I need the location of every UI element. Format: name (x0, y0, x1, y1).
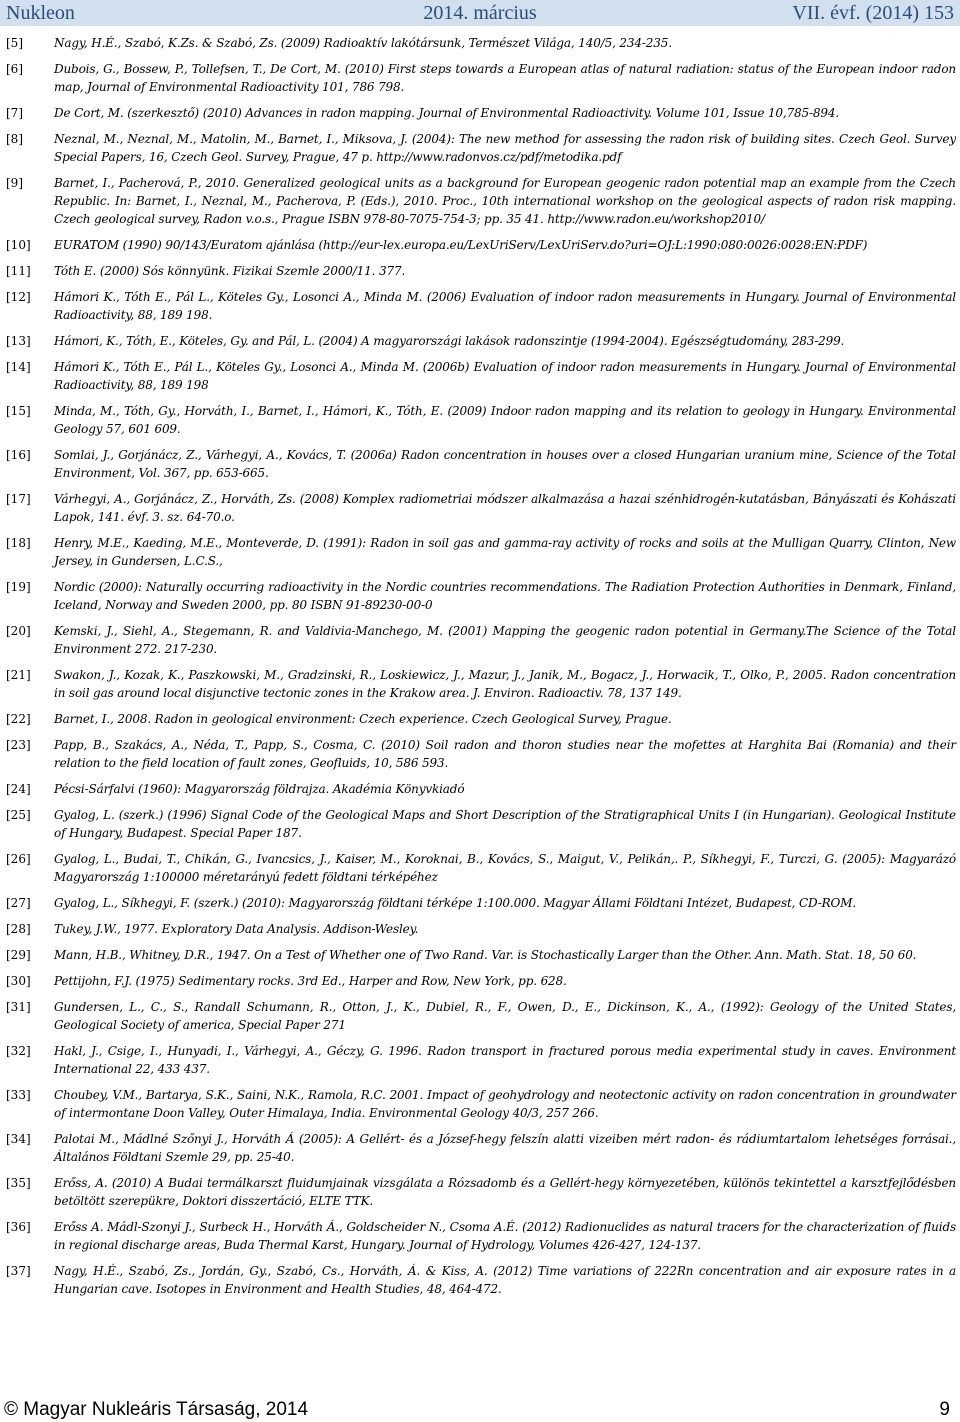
reference-number: [26] (6, 852, 31, 866)
reference-item (6, 920, 956, 938)
reference-item (6, 288, 956, 324)
reference-number: [6] (6, 62, 23, 76)
reference-item (6, 262, 956, 280)
reference-item (6, 1130, 956, 1166)
reference-text: Henry, M.E., Kaeding, M.E., Monteverde, D. (1991): Radon in soil gas and gamma-ray activity of rocks and soils at the Mulligan Quarry, Clinton, New Jersey, in Gundersen, L.C.S., (54, 536, 956, 568)
reference-item (6, 666, 956, 702)
reference-item (6, 710, 956, 728)
issue-date: 2014. március (423, 1, 537, 24)
reference-text: Mann, H.B., Whitney, D.R., 1947. On a Test of Whether one of Two Rand. Var. is Stochastically Larger than the Other. Ann. Math. Stat. 18, 50 60. (54, 948, 917, 962)
reference-list (6, 34, 956, 1306)
reference-item (6, 174, 956, 228)
reference-text: EURATOM (1990) 90/143/Euratom ajánlása (http://eur-lex.europa.eu/LexUriServ/LexUriServ.do?uri=OJ:L:1990:080:0026:0028:EN:PDF) (54, 238, 868, 252)
reference-item (6, 130, 956, 166)
volume-info: VII. évf. (2014) 153 (792, 1, 954, 24)
reference-item (6, 34, 956, 52)
reference-number: [5] (6, 36, 23, 50)
reference-item (6, 622, 956, 658)
reference-number: [17] (6, 492, 31, 506)
reference-text: Kemski, J., Siehl, A., Stegemann, R. and Valdivia-Manchego, M. (2001) Mapping the geogenic radon potential in Germany.The Science of the Total Environment 272. 217-230. (54, 624, 956, 656)
reference-number: [15] (6, 404, 31, 418)
reference-text: Dubois, G., Bossew, P., Tollefsen, T., De Cort, M. (2010) First steps towards a European atlas of natural radiation: status of the European indoor radon map, Journal of Environmental Radioactivity 101, 786 798. (54, 62, 956, 94)
reference-item (6, 446, 956, 482)
reference-number: [30] (6, 974, 31, 988)
page-number: 9 (939, 1399, 950, 1420)
reference-text: Nagy, H.É., Szabó, Zs., Jordán, Gy., Szabó, Cs., Horváth, Á. & Kiss, A. (2012) Time variations of 222Rn concentration and air exposure rates in a Hungarian cave. Isotopes in Environment and Health Studies, 48, 464-472. (54, 1264, 956, 1296)
reference-number: [19] (6, 580, 31, 594)
reference-text: Swakon, J., Kozak, K., Paszkowski, M., Gradzinski, R., Loskiewicz, J., Mazur, J., Janik, M., Bogacz, J., Horwacik, T., Olko, P., 2005. Radon concentration in soil gas around local disjunctive tectonic zones in the Krakow area. J. Environ. Radioactiv. 78, 137 149. (54, 668, 956, 700)
copyright: © Magyar Nukleáris Társaság, 2014 (4, 1399, 309, 1420)
reference-text: Hámori, K., Tóth, E., Köteles, Gy. and Pál, L. (2004) A magyarországi lakások radonszintje (1994-2004). Egészségtudomány, 283-299. (54, 334, 845, 348)
reference-text: Gyalog, L., Budai, T., Chikán, G., Ivancsics, J., Kaiser, M., Koroknai, B., Kovács, S., Maigut, V., Pelikán,. P., Síkhegyi, F., Turczi, G. (2005): Magyarázó Magyarország 1:100000 méretarányú fedett földtani térképéhez (54, 852, 956, 884)
reference-item (6, 578, 956, 614)
reference-item (6, 1086, 956, 1122)
reference-number: [12] (6, 290, 31, 304)
reference-text: Hámori K., Tóth E., Pál L., Köteles Gy., Losonci A., Minda M. (2006b) Evaluation of indoor radon measurements in Hungary. Journal of Environmental Radioactivity, 88, 189 198 (54, 360, 956, 392)
reference-text: Barnet, I., Pacherová, P., 2010. Generalized geological units as a background for European geogenic radon potential map an example from the Czech Republic. In: Barnet, I., Neznal, M., Pacherova, P. (Eds.), 2010. Proc., 10th international workshop on the geological aspects of radon risk mapping. Czech geological survey, Radon v.o.s., Prague ISBN 978-80-7075-754-3; pp. 35 41. http://www.radon.eu/workshop2010/ (54, 176, 956, 226)
reference-text: Várhegyi, A., Gorjánácz, Z., Horváth, Zs. (2008) Komplex radiometriai módszer alkalmazása a hazai szénhidrogén-kutatásban, Bányászati és Kohászati Lapok, 141. évf. 3. sz. 64-70.o. (54, 492, 956, 524)
reference-number: [9] (6, 176, 23, 190)
reference-item (6, 358, 956, 394)
reference-text: Hámori K., Tóth E., Pál L., Köteles Gy., Losonci A., Minda M. (2006) Evaluation of indoor radon measurements in Hungary. Journal of Environmental Radioactivity, 88, 189 198. (54, 290, 956, 322)
reference-text: Hakl, J., Csige, I., Hunyadi, I., Várhegyi, A., Géczy, G. 1996. Radon transport in fractured porous media experimental study in caves. Environment International 22, 433 437. (54, 1044, 956, 1076)
reference-number: [14] (6, 360, 31, 374)
reference-item (6, 806, 956, 842)
reference-text: Tóth E. (2000) Sós könnyünk. Fizikai Szemle 2000/11. 377. (54, 264, 406, 278)
reference-text: Tukey, J.W., 1977. Exploratory Data Analysis. Addison-Wesley. (54, 922, 419, 936)
reference-item (6, 236, 956, 254)
reference-text: Choubey, V.M., Bartarya, S.K., Saini, N.K., Ramola, R.C. 2001. Impact of geohydrology and neotectonic activity on radon concentration in groundwater of intermontane Doon Valley, Outer Himalaya, India. Environmental Geology 40/3, 257 266. (54, 1088, 956, 1120)
reference-number: [32] (6, 1044, 31, 1058)
reference-number: [10] (6, 238, 31, 252)
reference-text: Pettijohn, F.J. (1975) Sedimentary rocks. 3rd Ed., Harper and Row, New York, pp. 628. (54, 974, 567, 988)
reference-item (6, 780, 956, 798)
page-header (0, 0, 960, 26)
reference-number: [31] (6, 1000, 31, 1014)
reference-number: [23] (6, 738, 31, 752)
reference-number: [27] (6, 896, 31, 910)
reference-number: [8] (6, 132, 23, 146)
reference-number: [33] (6, 1088, 31, 1102)
reference-number: [35] (6, 1176, 31, 1190)
reference-number: [11] (6, 264, 31, 278)
reference-item (6, 1262, 956, 1298)
reference-number: [18] (6, 536, 31, 550)
reference-item (6, 332, 956, 350)
reference-number: [7] (6, 106, 23, 120)
reference-number: [22] (6, 712, 31, 726)
reference-item (6, 850, 956, 886)
reference-item (6, 998, 956, 1034)
reference-number: [21] (6, 668, 31, 682)
reference-text: De Cort, M. (szerkesztő) (2010) Advances in radon mapping. Journal of Environmental Radioactivity. Volume 101, Issue 10,785-894. (54, 106, 840, 120)
reference-text: Pécsi-Sárfalvi (1960): Magyarország földrajza. Akadémia Könyvkiadó (54, 782, 465, 796)
reference-item (6, 60, 956, 96)
reference-text: Papp, B., Szakács, A., Néda, T., Papp, S., Cosma, C. (2010) Soil radon and thoron studies near the mofettes at Harghita Bai (Romania) and their relation to the field location of fault zones, Geofluids, 10, 586 593. (54, 738, 956, 770)
reference-item (6, 946, 956, 964)
journal-name: Nukleon (6, 1, 75, 24)
reference-number: [20] (6, 624, 31, 638)
reference-number: [28] (6, 922, 31, 936)
reference-item (6, 736, 956, 772)
reference-text: Palotai M., Mádlné Szőnyi J., Horváth Á (2005): A Gellért- és a József-hegy felszín alatti vizeiben mért radon- és rádiumtartalom lehetséges forrásai., Általános Földtani Szemle 29, pp. 25-40. (54, 1132, 956, 1164)
reference-item (6, 1218, 956, 1254)
reference-text: Barnet, I., 2008. Radon in geological environment: Czech experience. Czech Geological Survey, Prague. (54, 712, 672, 726)
reference-text: Nagy, H.É., Szabó, K.Zs. & Szabó, Zs. (2009) Radioaktív lakótársunk, Természet Világa, 140/5, 234-235. (54, 36, 672, 50)
reference-text: Gundersen, L., C., S., Randall Schumann, R., Otton, J., K., Dubiel, R., F., Owen, D., E., Dickinson, K., A., (1992): Geology of the United States, Geological Society of america, Special Paper 271 (54, 1000, 956, 1032)
reference-text: Minda, M., Tóth, Gy., Horváth, I., Barnet, I., Hámori, K., Tóth, E. (2009) Indoor radon mapping and its relation to geology in Hungary. Environmental Geology 57, 601 609. (54, 404, 956, 436)
reference-text: Gyalog, L. (szerk.) (1996) Signal Code of the Geological Maps and Short Description of the Stratigraphical Units I (in Hungarian). Geological Institute of Hungary, Budapest. Special Paper 187. (54, 808, 956, 840)
reference-number: [25] (6, 808, 31, 822)
page-footer (0, 1398, 960, 1422)
reference-number: [29] (6, 948, 31, 962)
reference-text: Neznal, M., Neznal, M., Matolin, M., Barnet, I., Miksova, J. (2004): The new method for assessing the radon risk of building sites. Czech Geol. Survey Special Papers, 16, Czech Geol. Survey, Prague, 47 p. http://www.radonvos.cz/pdf/metodika.pdf (54, 132, 956, 164)
reference-item (6, 894, 956, 912)
reference-number: [36] (6, 1220, 31, 1234)
reference-item (6, 972, 956, 990)
reference-text: Gyalog, L., Síkhegyi, F. (szerk.) (2010): Magyarország földtani térképe 1:100.000. Magyar Állami Földtani Intézet, Budapest, CD-ROM. (54, 896, 857, 910)
reference-item (6, 104, 956, 122)
reference-item (6, 402, 956, 438)
reference-number: [34] (6, 1132, 31, 1146)
reference-number: [24] (6, 782, 31, 796)
reference-text: Erőss, A. (2010) A Budai termálkarszt fluidumjainak vizsgálata a Rózsadomb és a Gellért-hegy környezetében, különös tekintettel a karsztfejlődésben betöltött szerepükre, Doktori disszertáció, ELTE TTK. (54, 1176, 956, 1208)
reference-item (6, 534, 956, 570)
reference-text: Erőss A. Mádl-Szonyi J., Surbeck H., Horváth Á., Goldscheider N., Csoma A.É. (2012) Radionuclides as natural tracers for the characterization of fluids in regional discharge areas, Buda Thermal Karst, Hungary. Journal of Hydrology, Volumes 426-427, 124-137. (54, 1220, 956, 1252)
reference-number: [37] (6, 1264, 31, 1278)
reference-item (6, 1174, 956, 1210)
reference-number: [16] (6, 448, 31, 462)
reference-item (6, 490, 956, 526)
reference-text: Nordic (2000): Naturally occurring radioactivity in the Nordic countries recommendations. The Radiation Protection Authorities in Denmark, Finland, Iceland, Norway and Sweden 2000, pp. 80 ISBN 91-89230-00-0 (54, 580, 956, 612)
reference-item (6, 1042, 956, 1078)
reference-number: [13] (6, 334, 31, 348)
reference-text: Somlai, J., Gorjánácz, Z., Várhegyi, A., Kovács, T. (2006a) Radon concentration in houses over a closed Hungarian uranium mine, Science of the Total Environment, Vol. 367, pp. 653-665. (54, 448, 956, 480)
